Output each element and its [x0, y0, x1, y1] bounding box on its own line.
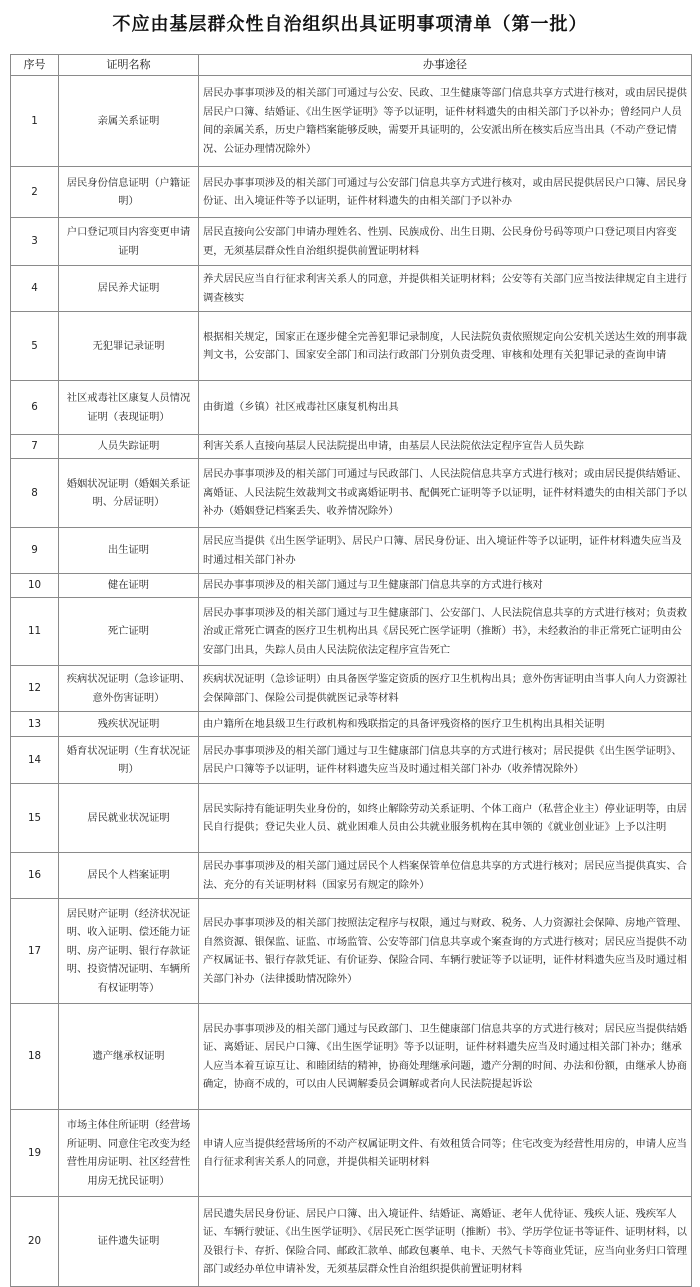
row-name: 残疾状况证明: [59, 712, 199, 737]
table-row: [11, 899, 692, 1004]
row-way: 居民办事事项涉及的相关部门可通过与公安、民政、卫生健康等部门信息共享方式进行核对，或由居民提供居民户口簿、结婚证、《出生医学证明》等予以证明，证件材料遗失的由相关部门予以补办；曾经同户人员间的亲属关系，历史户籍档案能够反映，需要开具证明的，公安派出所在核实后应当出具（不动产登记情况、公证办理情况除外）: [199, 76, 692, 167]
row-name: 户口登记项目内容变更申请证明: [59, 218, 199, 266]
row-name: 死亡证明: [59, 598, 199, 666]
row-way: 由户籍所在地县级卫生行政机构和残联指定的具备评残资格的医疗卫生机构出具相关证明: [199, 712, 692, 737]
row-way: 居民办事事项涉及的相关部门通过与卫生健康部门信息共享的方式进行核对: [199, 574, 692, 598]
table-row: [11, 266, 692, 312]
table-row: [11, 312, 692, 381]
row-no: 10: [11, 574, 59, 598]
row-way: 居民实际持有能证明失业身份的，如终止解除劳动关系证明、个体工商户（私营企业主）停业证明等，由居民自行提供；登记失业人员、就业困难人员由公共就业服务机构在其申领的《就业创业证》上予以注明: [199, 784, 692, 853]
row-way: 居民直接向公安部门申请办理姓名、性别、民族成份、出生日期、公民身份号码等项户口登记项目内容变更，无须基层群众性自治组织提供前置证明材料: [199, 218, 692, 266]
row-name: 居民身份信息证明（户籍证明）: [59, 167, 199, 218]
row-way: 居民应当提供《出生医学证明》、居民户口簿、居民身份证、出入境证件等予以证明，证件材料遗失应当及时通过相关部门补办: [199, 528, 692, 574]
row-no: 20: [11, 1197, 59, 1287]
header-no: 序号: [11, 55, 59, 76]
document-title: 不应由基层群众性自治组织出具证明事项清单（第一批）: [112, 14, 588, 35]
row-no: 11: [11, 598, 59, 666]
header-way: 办事途径: [199, 55, 692, 76]
table-row: [11, 1004, 692, 1110]
row-name: 遗产继承权证明: [59, 1004, 199, 1110]
row-no: 8: [11, 459, 59, 528]
row-no: 2: [11, 167, 59, 218]
row-name: 无犯罪记录证明: [59, 312, 199, 381]
table-row: [11, 598, 692, 666]
row-way: 居民办事事项涉及的相关部门通过与卫生健康部门、公安部门、人民法院信息共享的方式进行核对；负责救治或正常死亡调查的医疗卫生机构出具《居民死亡医学证明（推断）书》，未经救治的非正常死亡证明由公安部门出具，失踪人员由人民法院依法定程序宣告死亡: [199, 598, 692, 666]
row-way: 居民办事事项涉及的相关部门按照法定程序与权限，通过与财政、税务、人力资源社会保障、房地产管理、自然资源、银保监、证监、市场监管、公安等部门信息共享或个案查询的方式进行核对；居民应当提供不动产权属证书、银行存款凭证、有价证券、保险合同、车辆行驶证等予以证明，证件材料遗失应当及时通过相关部门补办（法律援助情况除外）: [199, 899, 692, 1004]
table-header-row: [11, 55, 692, 76]
row-name: 人员失踪证明: [59, 435, 199, 459]
row-no: 12: [11, 666, 59, 712]
row-way: 养犬居民应当自行征求利害关系人的同意，并提供相关证明材料；公安等有关部门应当按法律规定自主进行调查核实: [199, 266, 692, 312]
certificate-list-table: [10, 54, 692, 1287]
row-name: 婚姻状况证明（婚姻关系证明、分居证明）: [59, 459, 199, 528]
row-no: 5: [11, 312, 59, 381]
row-no: 13: [11, 712, 59, 737]
row-no: 15: [11, 784, 59, 853]
row-no: 19: [11, 1110, 59, 1197]
row-way: 居民办事事项涉及的相关部门通过居民个人档案保管单位信息共享的方式进行核对；居民应当提供真实、合法、充分的有关证明材料（国家另有规定的除外）: [199, 853, 692, 899]
table-row: [11, 76, 692, 167]
table-row: [11, 1197, 692, 1287]
row-no: 9: [11, 528, 59, 574]
row-no: 3: [11, 218, 59, 266]
row-no: 4: [11, 266, 59, 312]
row-name: 疾病状况证明（急诊证明、意外伤害证明）: [59, 666, 199, 712]
row-no: 6: [11, 381, 59, 435]
table-row: [11, 381, 692, 435]
table-row: [11, 459, 692, 528]
table-row: [11, 574, 692, 598]
row-way: 居民办事事项涉及的相关部门可通过与民政部门、人民法院信息共享方式进行核对；或由居民提供结婚证、离婚证、人民法院生效裁判文书或离婚证明书、配偶死亡证明等予以证明，证件材料遗失的由相关部门予以补办（婚姻登记档案丢失、收养情况除外）: [199, 459, 692, 528]
row-name: 出生证明: [59, 528, 199, 574]
row-way: 居民办事事项涉及的相关部门通过与卫生健康部门信息共享的方式进行核对；居民提供《出生医学证明》、居民户口簿等予以证明，证件材料遗失应当及时通过相关部门补办（收养情况除外）: [199, 737, 692, 784]
table-row: [11, 784, 692, 853]
row-name: 健在证明: [59, 574, 199, 598]
row-name: 居民个人档案证明: [59, 853, 199, 899]
table-row: [11, 528, 692, 574]
row-no: 17: [11, 899, 59, 1004]
row-name: 市场主体住所证明（经营场所证明、同意住宅改变为经营性用房证明、社区经营性用房无扰民证明）: [59, 1110, 199, 1197]
table-row: [11, 666, 692, 712]
row-no: 18: [11, 1004, 59, 1110]
table-row: [11, 737, 692, 784]
row-way: 居民办事事项涉及的相关部门可通过与公安部门信息共享方式进行核对，或由居民提供居民户口簿、居民身份证、出入境证件等予以证明，证件材料遗失的由相关部门予以补办: [199, 167, 692, 218]
table-row: [11, 167, 692, 218]
row-no: 16: [11, 853, 59, 899]
row-name: 居民就业状况证明: [59, 784, 199, 853]
row-way: 疾病状况证明（急诊证明）由具备医学鉴定资质的医疗卫生机构出具；意外伤害证明由当事人向人力资源社会保障部门、保险公司提供就医记录等材料: [199, 666, 692, 712]
row-way: 利害关系人直接向基层人民法院提出申请，由基层人民法院依法定程序宣告人员失踪: [199, 435, 692, 459]
row-way: 根据相关规定，国家正在逐步健全完善犯罪记录制度，人民法院负责依照规定向公安机关送达生效的刑事裁判文书，公安部门、国家安全部门和司法行政部门分别负责受理、审核和处理有关犯罪记录的查询申请: [199, 312, 692, 381]
header-name: 证明名称: [59, 55, 199, 76]
row-no: 7: [11, 435, 59, 459]
row-no: 14: [11, 737, 59, 784]
row-way: 居民办事事项涉及的相关部门通过与民政部门、卫生健康部门信息共享的方式进行核对；居民应当提供结婚证、离婚证、居民户口簿、《出生医学证明》等予以证明，证件材料遗失应当及时通过相关部门补办；继承人应当本着互谅互让、和睦团结的精神，协商处理继承问题，遗产分割的时间、办法和份额，由继承人协商确定，协商不成的，可以由人民调解委员会调解或者向人民法院提起诉讼: [199, 1004, 692, 1110]
row-way: 由街道（乡镇）社区戒毒社区康复机构出具: [199, 381, 692, 435]
row-name: 居民养犬证明: [59, 266, 199, 312]
table-row: [11, 1110, 692, 1197]
row-no: 1: [11, 76, 59, 167]
table-row: [11, 853, 692, 899]
table-row: [11, 218, 692, 266]
row-name: 亲属关系证明: [59, 76, 199, 167]
row-name: 居民财产证明（经济状况证明、收入证明、偿还能力证明、房产证明、银行存款证明、投资情况证明、车辆所有权证明等）: [59, 899, 199, 1004]
table-row: [11, 712, 692, 737]
row-name: 婚育状况证明（生育状况证明）: [59, 737, 199, 784]
row-name: 社区戒毒社区康复人员情况证明（表现证明）: [59, 381, 199, 435]
row-way: 居民遗失居民身份证、居民户口簿、出入境证件、结婚证、离婚证、老年人优待证、残疾人证、残疾军人证、车辆行驶证、《出生医学证明》、《居民死亡医学证明（推断）书》、学历学位证书等证件、证明材料，以及银行卡、存折、保险合同、邮政汇款单、邮政包裹单、电卡、天然气卡等商业凭证，应当向业务归口管理部门或经办单位申请补发，无须基层群众性自治组织提供前置证明材料: [199, 1197, 692, 1287]
row-way: 申请人应当提供经营场所的不动产权属证明文件、有效租赁合同等；住宅改变为经营性用房的，申请人应当自行征求利害关系人的同意，并提供相关证明材料: [199, 1110, 692, 1197]
row-name: 证件遗失证明: [59, 1197, 199, 1287]
table-row: [11, 435, 692, 459]
